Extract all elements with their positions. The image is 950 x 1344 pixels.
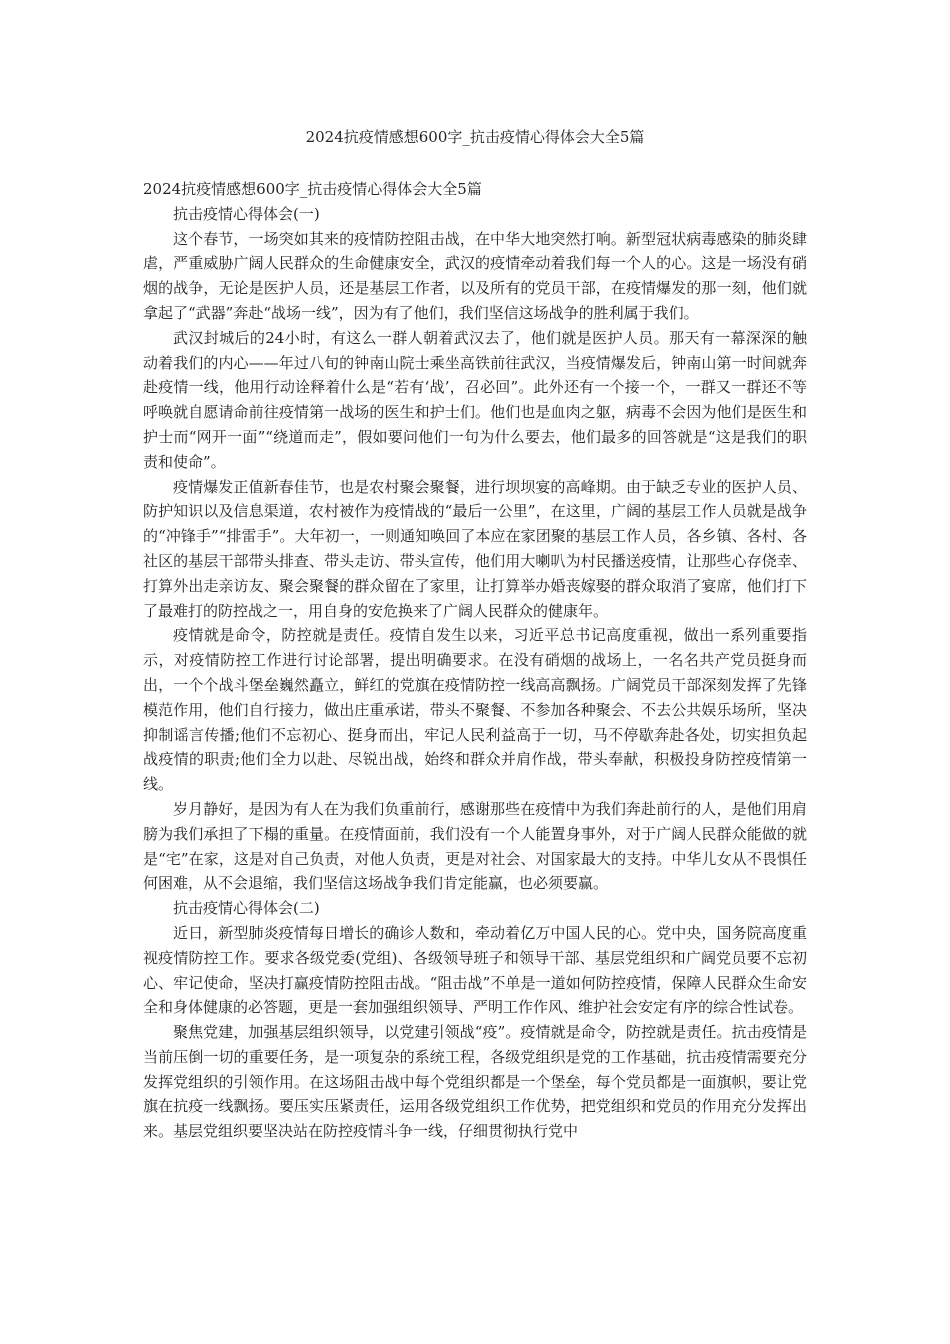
paragraph: 这个春节，一场突如其来的疫情防控阻击战，在中华大地突然打响。新型冠状病毒感染的肺炎肆虐，严重威胁广阔人民群众的生命健康安全，武汉的疫情牵动着我们每一个人的心。这是一场没有硝烟的战争，无论是医护人员，还是基层工作者，以及所有的党员干部，在疫情爆发的那一刻，他们就拿起了“武器”奔赴“战场一线”，因为有了他们，我们坚信这场战争的胜利属于我们。 xyxy=(143,229,807,322)
document-body xyxy=(143,177,807,1144)
section-heading-1: 抗击疫情心得体会(一) xyxy=(173,204,320,223)
document-subtitle: 2024抗疫情感想600字_抗击疫情心得体会大全5篇 xyxy=(143,180,482,198)
document-title: 2024抗疫情感想600字_抗击疫情心得体会大全5篇 xyxy=(305,128,645,146)
paragraph: 近日，新型肺炎疫情每日增长的确诊人数和，牵动着亿万中国人民的心。党中央，国务院高度重视疫情防控工作。要求各级党委(党组)、各级领导班子和领导干部、基层党组织和广阔党员要不忘初心、牢记使命，坚决打赢疫情防控阻击战。“阻击战”不单是一道如何防控疫情，保障人民群众生命安全和身体健康的必答题，更是一套加强组织领导、严明工作作风、维护社会安定有序的综合性试卷。 xyxy=(143,923,807,1017)
paragraph: 岁月静好，是因为有人在为我们负重前行，感谢那些在疫情中为我们奔赴前行的人，是他们用肩膀为我们承担了下榻的重量。在疫情面前，我们没有一个人能置身事外，对于广阔人民群众能做的就是“宅”在家，这是对自己负责，对他人负责，更是对社会、对国家最大的支持。中华儿女从不畏惧任何困难，从不会退缩，我们坚信这场战争我们肯定能赢，也必须要赢。 xyxy=(143,799,807,893)
paragraph: 疫情爆发正值新春佳节，也是农村聚会聚餐，进行坝坝宴的高峰期。由于缺乏专业的医护人员、防护知识以及信息渠道，农村被作为疫情战的“最后一公里”，在这里，广阔的基层工作人员就是战争的“冲锋手”“排雷手”。大年初一，一则通知唤回了本应在家团聚的基层工作人员，各乡镇、各村、各社区的基层干部带头排查、带头走访、带头宣传，他们用大喇叭为村民播送疫情，让那些心存侥幸、打算外出走亲访友、聚会聚餐的群众留在了家里，让打算举办婚丧嫁娶的群众取消了宴席，他们打下了最难打的防控战之一，用自身的安危换来了广阔人民群众的健康年。 xyxy=(143,477,807,620)
section-heading-2: 抗击疫情心得体会(二) xyxy=(173,899,320,918)
paragraph: 聚焦党建，加强基层组织领导，以党建引领战“疫”。疫情就是命令，防控就是责任。抗击疫情是当前压倒一切的重要任务，是一项复杂的系统工程，各级党组织是党的工作基础，抗击疫情需要充分发挥党组织的引领作用。在这场阻击战中每个党组织都是一个堡垒，每个党员都是一面旗帜，要让党旗在抗疫一线飘扬。要压实压紧责任，运用各级党组织工作优势，把党组织和党员的作用充分发挥出来。基层党组织要坚决站在防控疫情斗争一线，仔细贯彻执行党中 xyxy=(143,1023,807,1141)
paragraph: 武汉封城后的24小时，有这么一群人朝着武汉去了，他们就是医护人员。那天有一幕深深的触动着我们的内心——年过八旬的钟南山院士乘坐高铁前往武汉，当疫情爆发后，钟南山第一时间就奔赴疫情一线，他用行动诠释着什么是“若有‘战’，召必回”。此外还有一个接一个，一群又一群还不等呼唤就自愿请命前往疫情第一战场的医生和护士们。他们也是血肉之躯，病毒不会因为他们是医生和护士而“网开一面”“绕道而走”，假如要问他们一句为什么要去，他们最多的回答就是“这是我们的职责和使命”。 xyxy=(143,328,807,471)
paragraph: 疫情就是命令，防控就是责任。疫情自发生以来，习近平总书记高度重视，做出一系列重要指示，对疫情防控工作进行讨论部署，提出明确要求。在没有硝烟的战场上，一名名共产党员挺身而出，一个个战斗堡垒巍然矗立，鲜红的党旗在疫情防控一线高高飘扬。广阔党员干部深刻发挥了先锋模范作用，他们自行接力，做出庄重承诺，带头不聚餐、不参加各种聚会、不去公共娱乐场所，坚决抑制谣言传播;他们不忘初心、挺身而出，牢记人民利益高于一切，马不停歇奔赴各处，切实担负起战疫情的职责;他们全力以赴、尽锐出战，始终和群众并肩作战，带头奉献，积极投身防控疫情第一线。 xyxy=(143,626,807,794)
